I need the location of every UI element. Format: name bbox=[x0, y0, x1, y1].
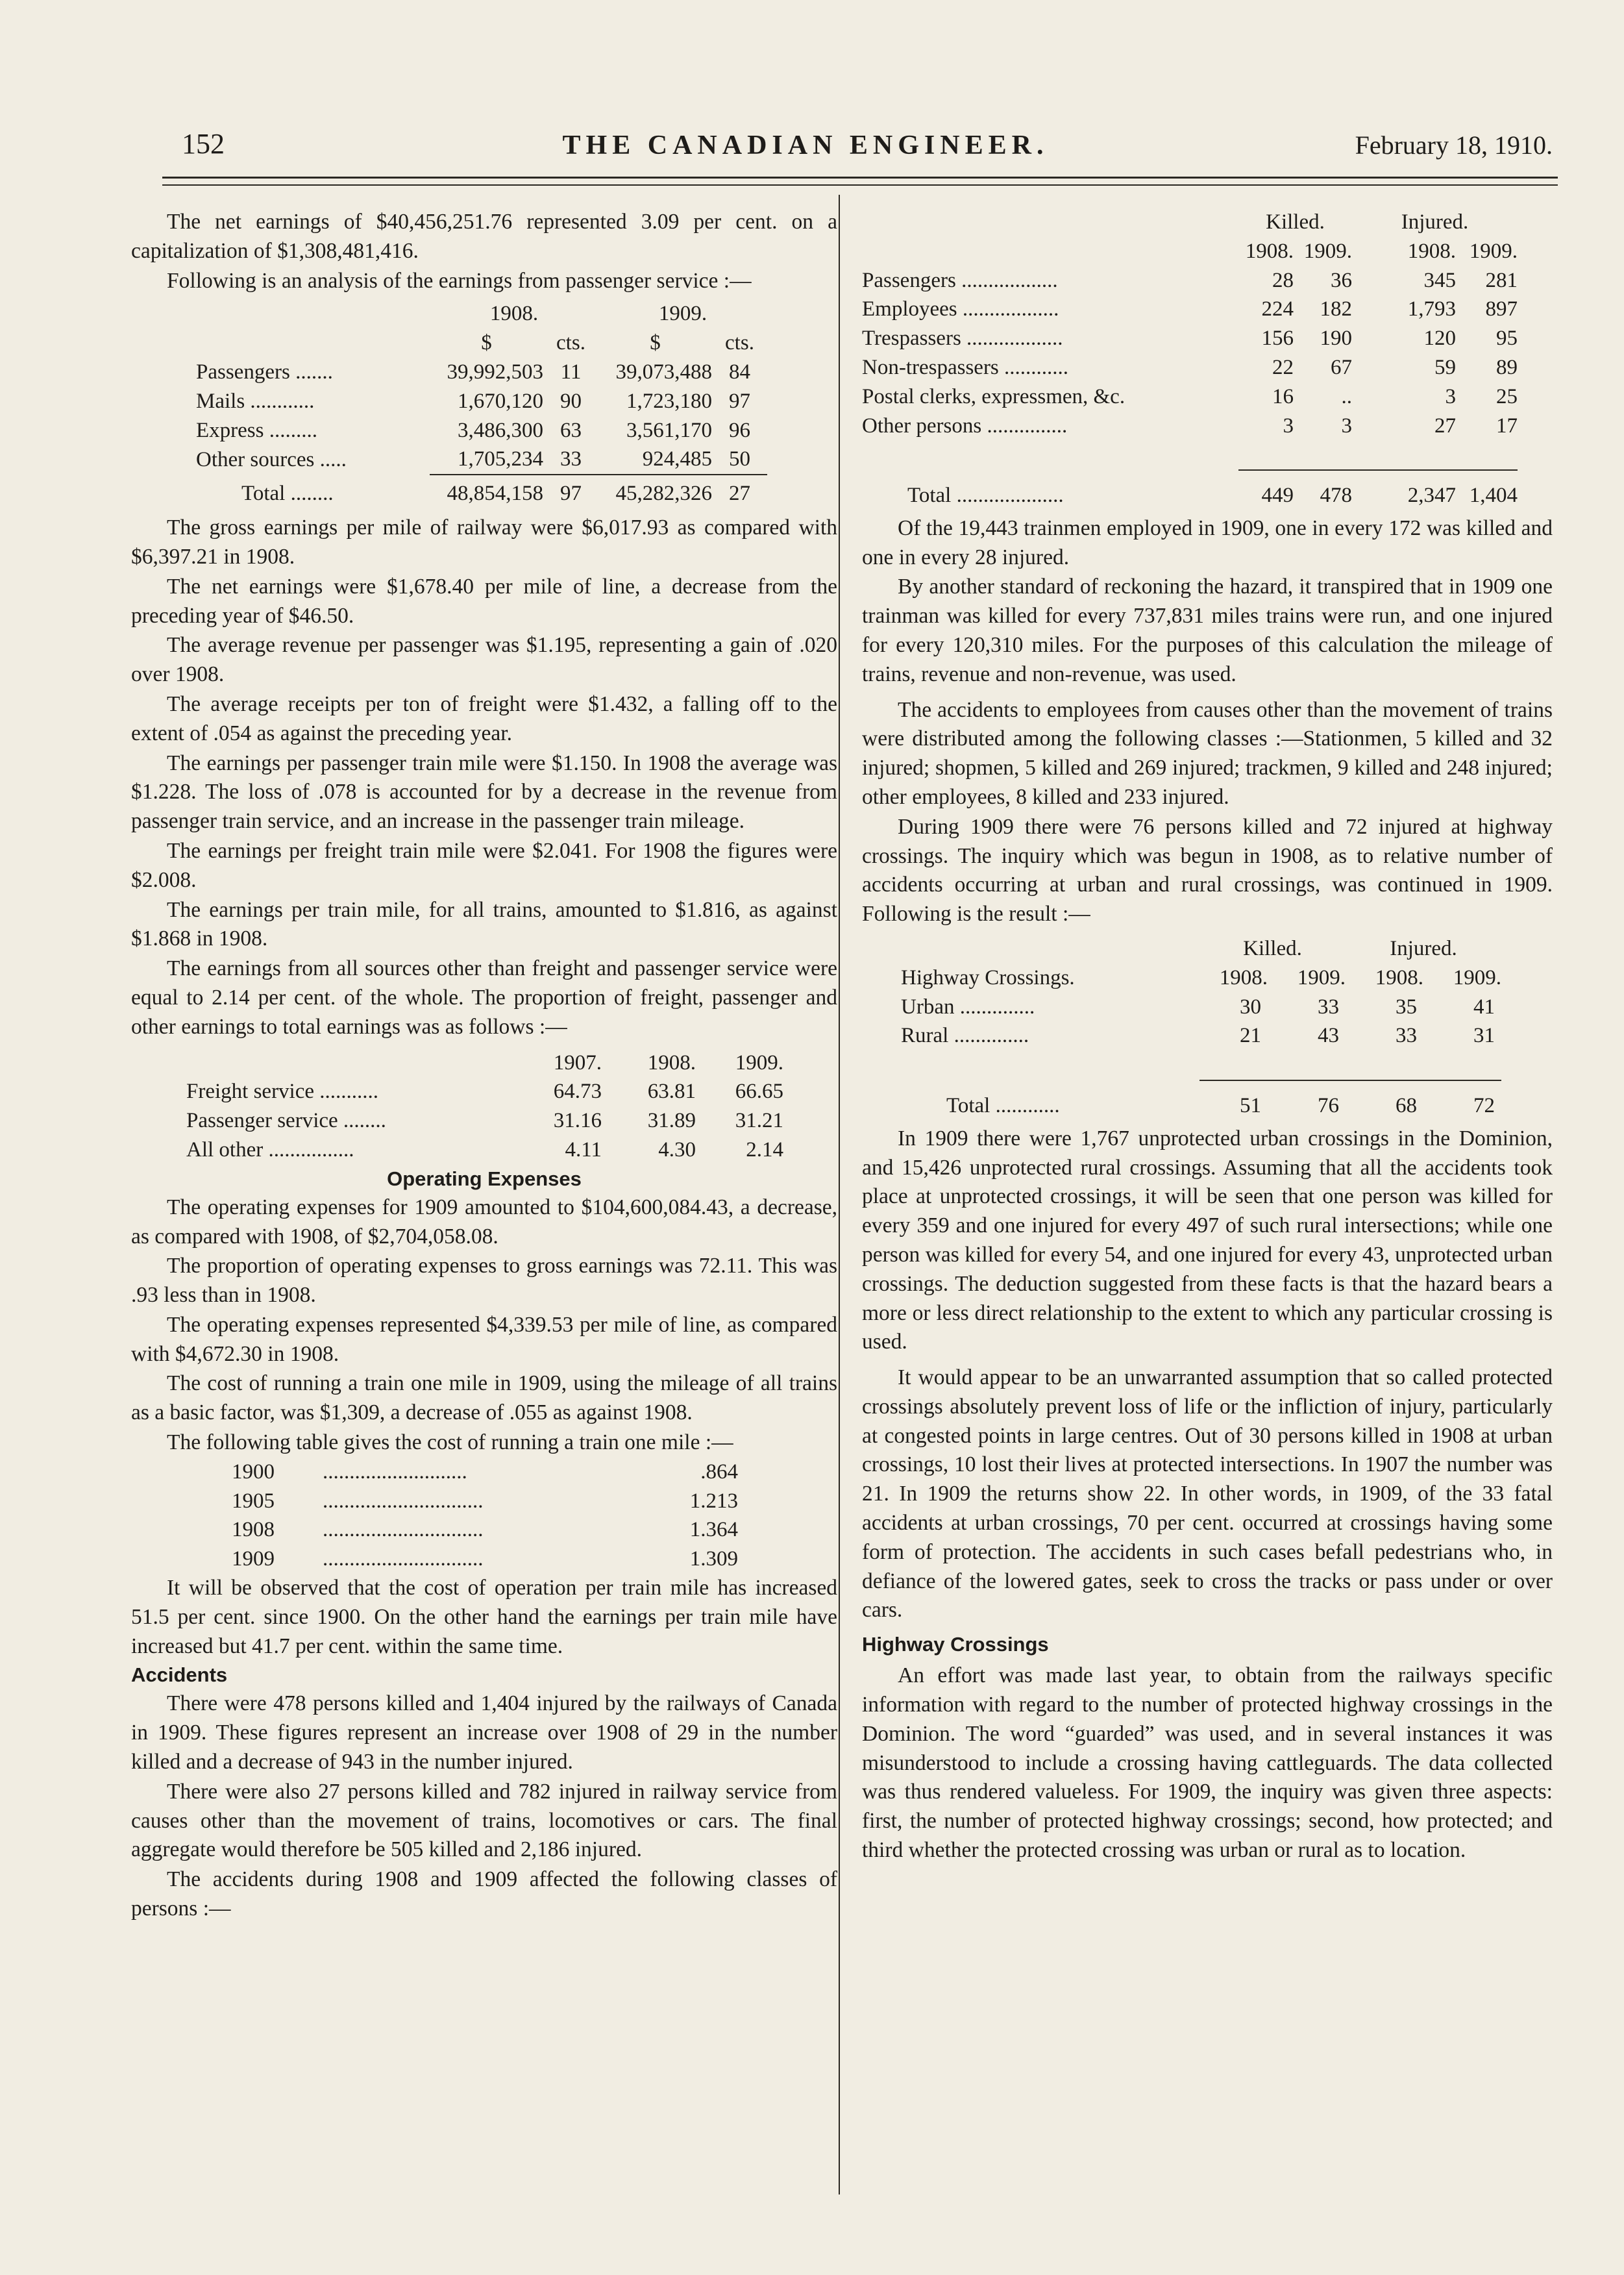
table-row: Employees .................. 224 182 1,793 897 bbox=[862, 297, 1518, 321]
unit-header: $ bbox=[481, 331, 492, 355]
left-column bbox=[131, 208, 837, 1924]
table-row: 1909 .............................. 1.309 bbox=[232, 1547, 738, 1571]
page-header bbox=[162, 127, 1553, 173]
unit-header: cts. bbox=[556, 331, 585, 355]
header-rule-bottom bbox=[162, 184, 1558, 186]
paragraph: The operating expenses represented $4,339.53 per mile of line, as compared with $4,672.30 in 1908. bbox=[131, 1312, 837, 1366]
table-row: All other ................ 4.11 4.30 2.14 bbox=[186, 1138, 783, 1162]
table-row: Express ......... 3,486,300 63 3,561,170 96 bbox=[196, 418, 750, 442]
group-header: Killed. bbox=[1266, 210, 1325, 234]
paragraph: There were also 27 persons killed and 782 injured in railway service from causes other than the movement of trains, locomotives or cars. The final aggregate would therefore be 505 killed and 2,186 injured. bbox=[131, 1779, 837, 1862]
paragraph: The earnings per passenger train mile were $1.150. In 1908 the average was $1.228. The loss of .078 is accounted for by a decrease in the revenue from passenger train service, and an increase in the passenger train mileage. bbox=[131, 751, 837, 834]
column-divider bbox=[839, 195, 840, 2194]
year-header: 1908. bbox=[489, 302, 539, 326]
table-row: 1905 .............................. 1.213 bbox=[232, 1489, 738, 1513]
paragraph: The cost of running a train one mile in 1909, using the mileage of all trains as a basic factor, was $1,309, a decrease of .055 as against 1908. bbox=[131, 1371, 837, 1425]
paragraph: During 1909 there were 76 persons killed and 72 injured at highway crossings. The inquiry which was begun in 1908, as to relative number of accidents occurring at urban and rural crossings, was continued in 1909. Following is the result :— bbox=[862, 814, 1553, 926]
paragraph: The earnings per train mile, for all trains, amounted to $1.816, as against $1.868 in 1908. bbox=[131, 897, 837, 951]
paragraph: The gross earnings per mile of railway were $6,017.93 as compared with $6,397.21 in 1908. bbox=[131, 516, 837, 569]
table-row: 1900 ........................... .864 bbox=[232, 1460, 738, 1484]
paragraph: The net earnings were $1,678.40 per mile of line, a decrease from the preceding year of $46.50. bbox=[131, 574, 837, 628]
paragraph: The earnings from all sources other than freight and passenger service were equal to 2.14 per cent. of the whole. The proportion of freight, passenger and other earnings to total earnings was as follows :— bbox=[131, 956, 837, 1039]
table-total-row: Total .................... 449 478 2,347 1,404 bbox=[862, 470, 1518, 510]
passenger-earnings-table bbox=[196, 299, 767, 508]
group-header: Injured. bbox=[1390, 937, 1457, 961]
paragraph: It would appear to be an unwarranted assumption that so called protected crossings absolutely prevent loss of life or the infliction of injury, particularly at congested points in large centres. Out of 30 persons killed in 1908 at urban crossings, 10 lost their lives at protected intersections. In 1907 the number was 21. In 1909 the returns show 22. In other words, in 1909, of the 33 fatal accidents at urban crossings, 70 per cent. occurred at crossings having some form of protection. The accidents in such cases befall pedestrians who, in defiance of the lowered gates, seek to cross the tracks or pass under or over cars. bbox=[862, 1365, 1553, 1622]
unit-header: cts. bbox=[725, 331, 754, 355]
table-total-row: Total ........ 48,854,158 97 45,282,326 27 bbox=[196, 475, 767, 508]
paragraph: The average receipts per ton of freight were $1.432, a falling off to the extent of .054 as against the preceding year. bbox=[131, 691, 837, 745]
page-number: 152 bbox=[182, 128, 225, 160]
earnings-proportion-table: 1907. 1908. 1909. Freight service ........... 64.73 63.81 66.65 Passenger service ........ 31.16 31.89 31.21 All other ................ 4.11 4.30 2.14 bbox=[186, 1049, 783, 1165]
paragraph: Following is an analysis of the earnings from passenger service :— bbox=[167, 268, 752, 293]
accident-classes-table: Killed. Injured. 1908. 1909. 1908. 1909. Passengers .................. 28 36 345 281 Employees .................. 224 182 1,793 897 Trespassers .................. 156 190 120 95 Non-trespassers ............ 22 67 59 89 Postal clerks, expressmen, &c. 16 .. 3 25 Other persons ............... 3 3 27 17 Total .................... 449 478 2,347 1,404 bbox=[862, 208, 1518, 510]
paragraph: The accidents to employees from causes other than the movement of trains were distributed among the following classes :—Stationmen, 5 killed and 32 injured; shopmen, 5 killed and 269 injured; trackmen, 9 killed and 248 injured; other employees, 8 killed and 233 injured. bbox=[862, 697, 1553, 810]
paragraph: By another standard of reckoning the hazard, it transpired that in 1909 one trainman was killed for every 737,831 miles trains were run, and one injured for every 120,310 miles. For the purposes of this calculation the mileage of trains, revenue and non-revenue, was used. bbox=[862, 575, 1553, 686]
right-column bbox=[862, 208, 1553, 1865]
paragraph: It will be observed that the cost of operation per train mile has increased 51.5 per cent. since 1900. On the other hand the earnings per train mile have increased but 41.7 per cent. within the same time. bbox=[131, 1576, 837, 1658]
table-row: Freight service ........... 64.73 63.81 66.65 bbox=[186, 1080, 783, 1104]
table-total-row: Total ............ 51 76 68 72 bbox=[901, 1080, 1501, 1121]
table-row: Other persons ............... 3 3 27 17 bbox=[862, 414, 1518, 438]
paragraph: The accidents during 1908 and 1909 affected the following classes of persons :— bbox=[131, 1867, 837, 1921]
journal-title: THE CANADIAN ENGINEER. bbox=[562, 131, 1049, 160]
table-row: Mails ............ 1,670,120 90 1,723,180 97 bbox=[196, 389, 750, 413]
header-rule-top bbox=[162, 177, 1558, 179]
paragraph: The net earnings of $40,456,251.76 represented 3.09 per cent. on a capitalization of $1,308,481,416. bbox=[131, 210, 837, 263]
group-header: Injured. bbox=[1401, 210, 1469, 234]
table-row: Postal clerks, expressmen, &c. 16 .. 3 25 bbox=[862, 384, 1518, 408]
section-heading-accidents: Accidents bbox=[131, 1663, 228, 1687]
paragraph: Of the 19,443 trainmen employed in 1909, one in every 172 was killed and one in every 28 injured. bbox=[862, 516, 1553, 569]
table-row: Rural .............. 21 43 33 31 bbox=[901, 1024, 1495, 1048]
table-row: Trespassers .................. 156 190 120 95 bbox=[862, 327, 1518, 351]
table-row: 1908 .............................. 1.364 bbox=[232, 1518, 738, 1542]
section-heading-highway-crossings: Highway Crossings bbox=[862, 1633, 1049, 1656]
table-row: Passenger service ........ 31.16 31.89 31.21 bbox=[186, 1109, 783, 1133]
paragraph: In 1909 there were 1,767 unprotected urban crossings in the Dominion, and 15,426 unprotected rural crossings. Assuming that all the accidents took place at unprotected crossings, it will be seen that one person was killed for every 359 and one injured for every 497 of such rural intersections; while one person was killed for every 54, and one injured for every 43, unprotected urban crossings. The deduction suggested from these facts is that the hazard bears a more or less direct relationship to the extent to which any particular crossing is used. bbox=[862, 1126, 1553, 1354]
paragraph: The proportion of operating expenses to gross earnings was 72.11. This was .93 less than in 1908. bbox=[131, 1254, 837, 1308]
group-header: Killed. bbox=[1243, 937, 1302, 961]
table-row: Non-trespassers ............ 22 67 59 89 bbox=[862, 355, 1518, 379]
highway-crossings-table: Killed. Injured. Highway Crossings. 1908. 1909. 1908. 1909. Urban .............. 30 33 35 41 Rural .............. 21 43 33 31 Total ............ 51 76 68 72 bbox=[901, 934, 1501, 1121]
paragraph: The earnings per freight train mile were $2.041. For 1908 the figures were $2.008. bbox=[131, 838, 837, 892]
table-row: Other sources ..... 1,705,234 33 924,485 50 bbox=[196, 447, 750, 472]
paragraph: There were 478 persons killed and 1,404 injured by the railways of Canada in 1909. These figures represent an increase over 1908 of 29 in the number killed and a decrease of 943 in the number injured. bbox=[131, 1691, 837, 1774]
unit-header: $ bbox=[650, 331, 661, 355]
year-header: 1909. bbox=[658, 302, 707, 326]
cost-per-train-mile-table bbox=[232, 1458, 738, 1574]
paragraph: An effort was made last year, to obtain from the railways specific information with regard to the number of protected highway crossings in the Dominion. The word “guarded” was used, and in several instances it was misunderstood to include a crossing having cattleguards. The data collected was thus rendered valueless. For 1909, the inquiry was given three aspects: first, the number of protected highway crossings; second, how protected; and third whether the protected crossing was urban or rural as to location. bbox=[862, 1663, 1553, 1863]
section-heading-operating-expenses: Operating Expenses bbox=[387, 1167, 582, 1190]
table-row: Passengers ....... 39,992,503 11 39,073,488 84 bbox=[196, 360, 750, 384]
table-row: Passengers .................. 28 36 345 281 bbox=[862, 268, 1518, 292]
issue-date: February 18, 1910. bbox=[1355, 131, 1553, 160]
table-row: Urban .............. 30 33 35 41 bbox=[901, 995, 1495, 1019]
paragraph: The following table gives the cost of running a train one mile :— bbox=[167, 1430, 733, 1455]
paragraph: The operating expenses for 1909 amounted to $104,600,084.43, a decrease, as compared with 1908, of $2,704,058.08. bbox=[131, 1195, 837, 1249]
paragraph: The average revenue per passenger was $1.195, representing a gain of .020 over 1908. bbox=[131, 633, 837, 687]
